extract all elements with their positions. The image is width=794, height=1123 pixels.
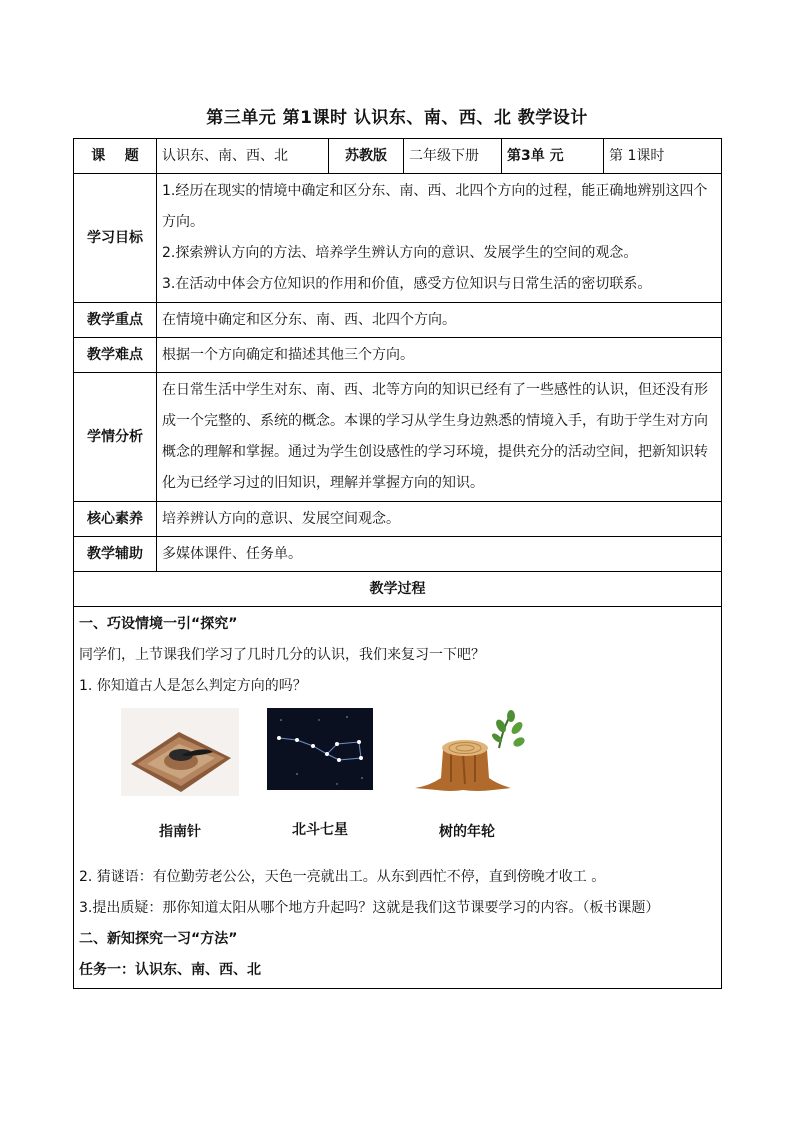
label-goals: 学习目标 [74,174,157,303]
analysis-content [157,373,722,502]
question-2: 2. 猜谜语：有位勤劳老公公，天色一亮就出工。从东到西忙不停，直到傍晚才收工 。 [79,869,606,885]
big-dipper-image [267,708,373,790]
process-intro: 同学们，上节课我们学习了几时几分的认识，我们来复习一下吧？ [79,647,485,663]
goal-item-3: 3.在活动中体会方位知识的作用和价值，感受方位知识与日常生活的密切联系。 [162,276,652,292]
difficulty-row [74,338,722,373]
publisher-value: 苏教版 [329,139,404,174]
caption-tree-stump: 树的年轮 [439,824,495,840]
process-content [74,607,722,989]
caption-big-dipper: 北斗七星 [292,822,348,838]
unit-value: 第3单 元 [502,139,604,174]
period-value: 第 1课时 [604,139,722,174]
topic-value: 认识东、南、西、北 [157,139,329,174]
analysis-text: 在日常生活中学生对东、南、西、北等方向的知识已经有了一些感性的认识，但还没有形成一个完整的、系统的概念。本课的学习从学生身边熟悉的情境入手，有助于学生对方向概念的理解和掌握。通过为学生创设感性的学习环境，提供充分的活动空间，把新知识转化为已经学习过的旧知识，理解并掌握方向的知识。 [162,382,708,491]
big-dipper-figure [267,708,373,845]
goals-content [157,174,722,303]
key-content: 在情境中确定和区分东、南、西、北四个方向。 [157,303,722,338]
compass-figure [121,708,239,847]
label-key: 教学重点 [74,303,157,338]
caption-compass: 指南针 [159,824,201,840]
label-aids: 教学辅助 [74,537,157,572]
goal-item-1: 1.经历在现实的情境中确定和区分东、南、西、北四个方向的过程，能正确地辨别这四个方向。 [162,183,708,230]
section1-title: 一、巧设情境一引“探究” [79,616,238,632]
label-literacy: 核心素养 [74,502,157,537]
process-header: 教学过程 [74,572,722,607]
label-topic: 课 题 [74,139,157,174]
literacy-content: 培养辨认方向的意识、发展空间观念。 [157,502,722,537]
analysis-row [74,373,722,502]
key-row [74,303,722,338]
task-1: 任务一：认识东、南、西、北 [79,962,261,978]
tree-stump-figure [407,708,527,847]
process-content-row [74,607,722,989]
section2-title: 二、新知探究一习“方法” [79,931,238,947]
label-difficulty: 教学难点 [74,338,157,373]
label-analysis: 学情分析 [74,373,157,502]
difficulty-content: 根据一个方向确定和描述其他三个方向。 [157,338,722,373]
tree-stump-image [407,708,527,796]
document-title: 第三单元 第1课时 认识东、南、西、北 教学设计 [206,108,588,128]
question-1: 1. 你知道古人是怎么判定方向的吗？ [79,678,307,694]
goals-row [74,174,722,303]
grade-value: 二年级下册 [404,139,502,174]
question-3: 3.提出质疑：那你知道太阳从哪个地方升起吗？这就是我们这节课要学习的内容。（板书课题） [79,900,660,916]
aids-content: 多媒体课件、任务单。 [157,537,722,572]
aids-row [74,537,722,572]
lesson-plan-table [73,138,722,989]
image-row [79,702,716,862]
process-header-row [74,572,722,607]
compass-image [121,708,239,796]
goal-item-2: 2.探索辨认方向的方法、培养学生辨认方向的意识、发展学生的空间的观念。 [162,245,638,261]
header-row [74,139,722,174]
literacy-row [74,502,722,537]
